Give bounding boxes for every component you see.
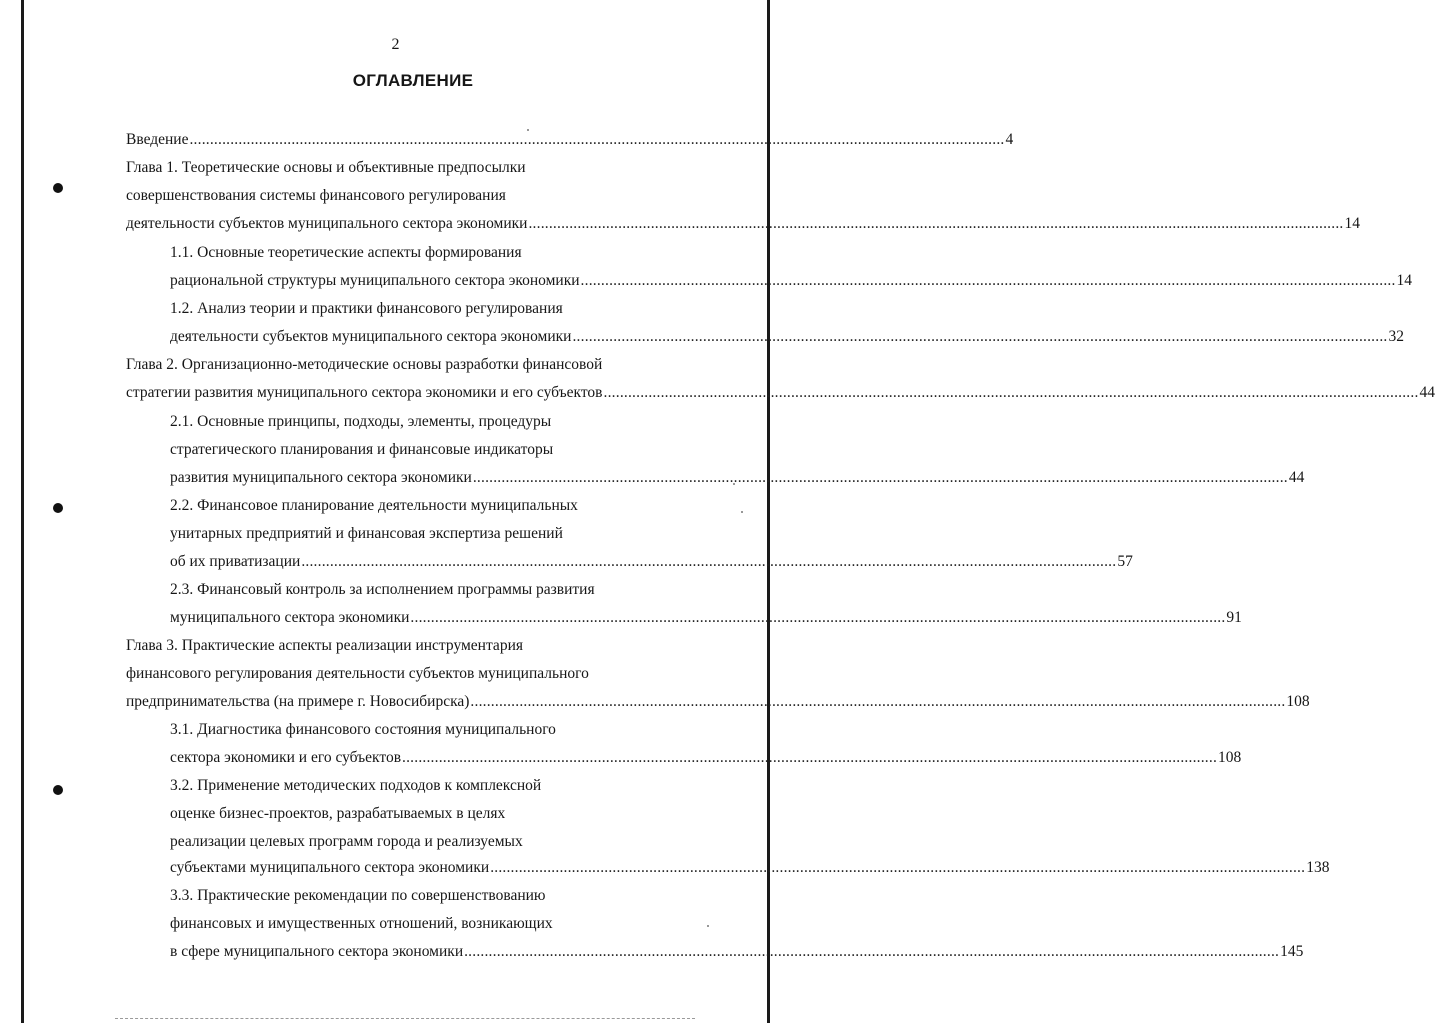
toc-section-3-1-line: 3.1. Диагностика финансового состояния муниципального <box>170 721 556 738</box>
toc-page-number: 14 <box>1344 215 1360 232</box>
dot-leader: ........................................................................................................................................................................................................ <box>472 469 1288 486</box>
dot-leader: ........................................................................................................................................................................................................ <box>490 859 1306 876</box>
toc-page-number: 108 <box>1218 749 1242 766</box>
toc-section-1-1-line: 1.1. Основные теоретические аспекты формирования <box>170 244 522 261</box>
toc-chapter-3-line: Глава 3. Практические аспекты реализации инструментария <box>126 637 523 654</box>
page-title: ОГЛАВЛЕНИЕ <box>352 71 474 90</box>
toc-section-2-1-last-line: развития муниципального сектора экономики ........................................................................................................................................................................................................ 44 <box>170 469 1305 486</box>
toc-page-number: 145 <box>1280 943 1304 960</box>
toc-chapter-1-line: Глава 1. Теоретические основы и объективные предпосылки <box>126 159 526 176</box>
toc-chapter-2-last-line: стратегии развития муниципального сектора экономики и его субъектов ........................................................................................................................................................................................................ 44 <box>126 384 1435 401</box>
toc-section-3-3-line: финансовых и имущественных отношений, возникающих <box>170 915 553 932</box>
toc-section-1-2-last-line: деятельности субъектов муниципального сектора экономики ........................................................................................................................................................................................................ 32 <box>170 328 1404 345</box>
toc-page-number: 57 <box>1117 553 1133 570</box>
toc-section-2-2-last-line: об их приватизации ........................................................................................................................................................................................................ 57 <box>170 553 1133 570</box>
dot-leader: ........................................................................................................................................................................................................ <box>189 131 1005 148</box>
dot-leader: ........................................................................................................................................................................................................ <box>470 693 1286 710</box>
toc-page-number: 44 <box>1288 469 1305 486</box>
dot-leader: ........................................................................................................................................................................................................ <box>572 328 1388 345</box>
toc-page-number: 108 <box>1286 693 1310 710</box>
toc-section-3-3-last-line: в сфере муниципального сектора экономики ........................................................................................................................................................................................................ 145 <box>170 943 1304 960</box>
toc-section-3-2-line: 3.2. Применение методических подходов к комплексной <box>170 777 542 794</box>
dot-leader: ........................................................................................................................................................................................................ <box>464 943 1280 960</box>
toc-chapter-1-last-line: деятельности субъектов муниципального сектора экономики ........................................................................................................................................................................................................ 14 <box>126 215 1360 232</box>
toc-section-3-2-line: реализации целевых программ города и реализуемых <box>170 833 523 850</box>
toc-chapter-2-line: Глава 2. Организационно-методические основы разработки финансовой <box>126 356 603 373</box>
toc-section-1-1-last-line: рациональной структуры муниципального сектора экономики ........................................................................................................................................................................................................ 14 <box>170 272 1413 289</box>
toc-page-number: 138 <box>1306 859 1330 876</box>
toc-chapter-1-line: совершенствования системы финансового регулирования <box>126 187 506 204</box>
toc-chapter-3-last-line: предпринимательства (на примере г. Новосибирска) ........................................................................................................................................................................................................ 108 <box>126 693 1310 710</box>
page-number: 2 <box>391 36 400 53</box>
toc-section-2-2-line: 2.2. Финансовое планирование деятельности муниципальных <box>170 497 578 514</box>
dot-leader: ........................................................................................................................................................................................................ <box>528 215 1344 232</box>
dot-leader: ........................................................................................................................................................................................................ <box>410 609 1226 626</box>
toc-page-number: 4 <box>1005 131 1014 148</box>
dot-leader: ........................................................................................................................................................................................................ <box>301 553 1117 570</box>
toc-section-2-3-line: 2.3. Финансовый контроль за исполнением программы развития <box>170 581 595 598</box>
dot-leader: ........................................................................................................................................................................................................ <box>580 272 1396 289</box>
toc-section-2-3-last-line: муниципального сектора экономики ........................................................................................................................................................................................................ 91 <box>170 609 1242 626</box>
toc-section-2-1-line: 2.1. Основные принципы, подходы, элементы, процедуры <box>170 413 552 430</box>
toc-section-1-2-line: 1.2. Анализ теории и практики финансового регулирования <box>170 300 563 317</box>
dot-leader: ........................................................................................................................................................................................................ <box>402 749 1218 766</box>
toc-page-number: 91 <box>1226 609 1242 626</box>
toc-page-number: 32 <box>1388 328 1404 345</box>
toc-section-3-2-line: оценке бизнес-проектов, разрабатываемых в целях <box>170 805 506 822</box>
toc-page-number: 14 <box>1396 272 1413 289</box>
dot-leader: ........................................................................................................................................................................................................ <box>603 384 1419 401</box>
toc-section-3-1-last-line: сектора экономики и его субъектов ........................................................................................................................................................................................................ 108 <box>170 749 1242 766</box>
toc-section-2-1-line: стратегического планирования и финансовые индикаторы <box>170 441 554 458</box>
toc-section-3-3-line: 3.3. Практические рекомендации по совершенствованию <box>170 887 546 904</box>
toc-entry-intro: Введение ........................................................................................................................................................................................................ 4 <box>126 131 1014 148</box>
toc-chapter-3-line: финансового регулирования деятельности субъектов муниципального <box>126 665 589 682</box>
toc-page-number: 44 <box>1419 384 1435 401</box>
toc-section-2-2-line: унитарных предприятий и финансовая экспертиза решений <box>170 525 563 542</box>
toc-section-3-2-last-line: субъектами муниципального сектора экономики ........................................................................................................................................................................................................ 138 <box>170 859 1330 876</box>
